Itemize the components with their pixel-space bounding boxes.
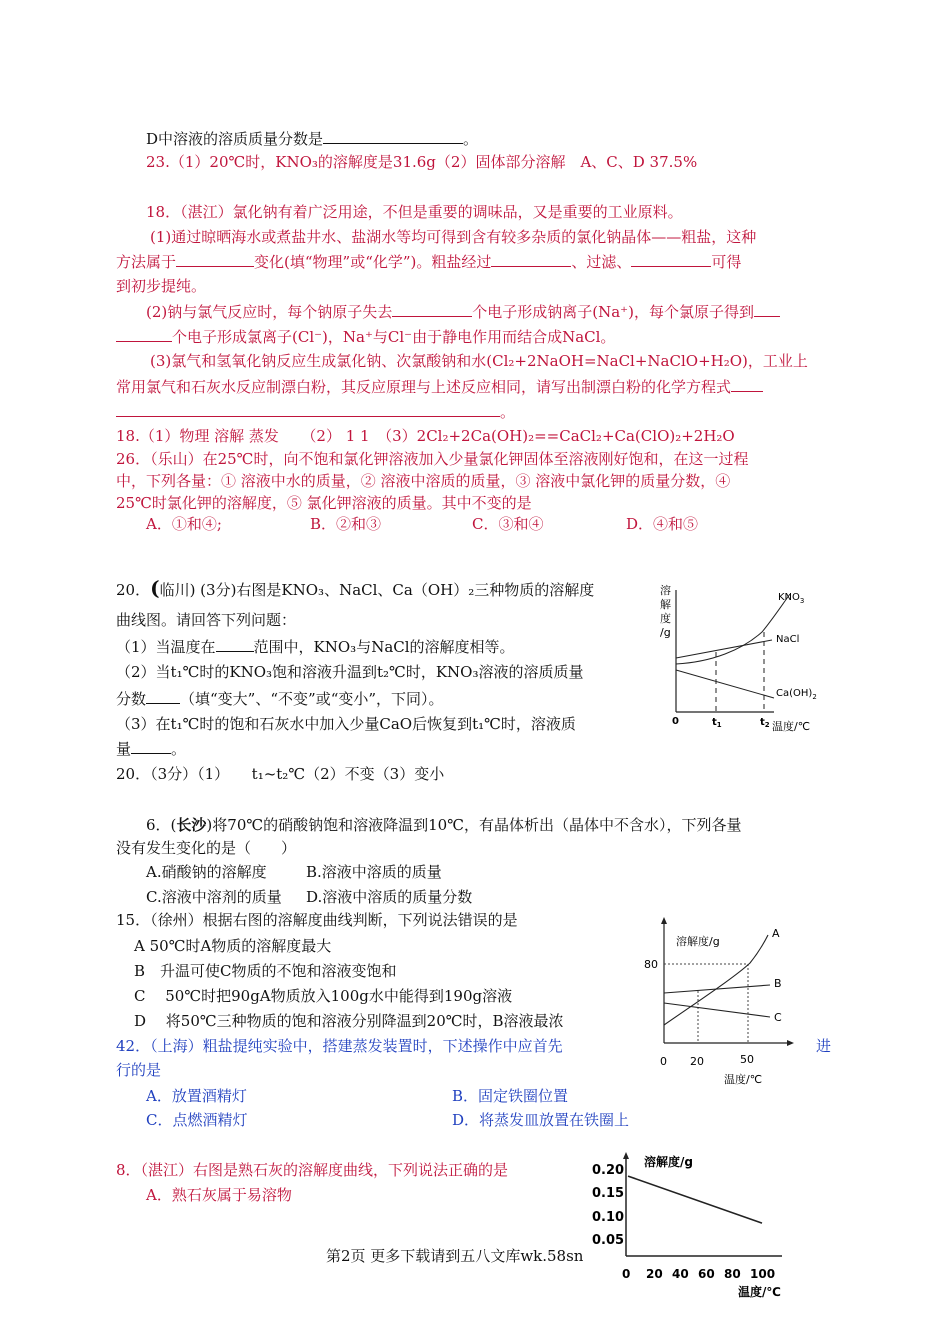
series-b (664, 985, 770, 993)
line-d-solution: D中溶液的溶质质量分数是 。 (146, 130, 479, 148)
q20-line2: 曲线图。请回答下列问题： (116, 611, 297, 629)
solubility-chart-q8 (588, 1150, 788, 1300)
series-a (664, 935, 768, 1025)
y-tick-0.10: 0.10 (592, 1210, 625, 1225)
y-tick-0.05: 0.05 (592, 1233, 625, 1248)
x-tick-0: 0 (672, 716, 679, 727)
q20-line7: 量 。 (116, 740, 187, 758)
q26-option-c[interactable]: C．③和④ (472, 515, 544, 533)
x-tick-100: 100 (750, 1267, 776, 1281)
q6-option-d[interactable]: D.溶液中溶质的质量分数 (306, 888, 473, 906)
x-tick-80: 80 (724, 1267, 741, 1281)
q26-option-a[interactable]: A．①和④; (146, 515, 222, 533)
x-axis-label: 温度/℃ (772, 720, 811, 733)
q26-option-d[interactable]: D．④和⑤ (626, 515, 699, 533)
x-tick-20: 20 (646, 1267, 663, 1281)
blank[interactable] (116, 326, 172, 342)
solubility-chart-q20 (652, 580, 832, 740)
q18-part2-line1: (2)钠与氯气反应时，每个钠原子失去 个电子形成钠离子(Na⁺)，每个氯原子得到 (146, 301, 780, 322)
x-tick-50: 50 (740, 1053, 754, 1066)
solubility-chart-q15 (640, 915, 800, 1090)
q42-line1: 42．（上海）粗盐提纯实验中，搭建蒸发装置时，下述操作中应首先 (116, 1037, 563, 1055)
blank[interactable] (116, 401, 500, 417)
q8-option-a[interactable]: A．熟石灰属于易溶物 (146, 1186, 292, 1204)
label-nacl: NaCl (776, 634, 800, 645)
q15-stem: 15．（徐州）根据右图的溶解度曲线判断，下列说法错误的是 (116, 911, 518, 929)
q6-option-a[interactable]: A.硝酸钠的溶解度 (146, 863, 267, 881)
q15-option-c[interactable]: C 50℃时把90gA物质放入100g水中能得到190g溶液 (134, 987, 513, 1005)
q6-option-c[interactable]: C.溶液中溶剂的质量 (146, 888, 282, 906)
series-c (664, 1003, 770, 1017)
q8-stem: 8．（湛江）右图是熟石灰的溶解度曲线，下列说法正确的是 (116, 1161, 509, 1179)
q15-option-a[interactable]: A 50℃时A物质的溶解度最大 (134, 937, 332, 955)
q42-option-b[interactable]: B．固定铁圈位置 (452, 1087, 569, 1105)
svg-text:解: 解 (660, 598, 671, 611)
y-axis-label: 溶 (660, 584, 671, 597)
series-line (628, 1176, 762, 1223)
q18-part1-line3: 到初步提纯。 (116, 277, 207, 295)
blank[interactable] (731, 376, 763, 392)
q20-line3: （1）当温度在 范围中，KNO₃与NaCl的溶解度相等。 (116, 638, 515, 656)
q18-part3-line1: (3)氯气和氢氧化钠反应生成氯化钠、次氯酸钠和水(Cl₂+2NaOH=NaCl+NaClO+H₂O)，工业上 (150, 352, 808, 370)
page-footer: 第2页 更多下载请到五八文库wk.58sn (326, 1247, 584, 1265)
q6-line1: 6．(长沙)将70℃的硝酸钠饱和溶液降温到10℃，有晶体析出（晶体中不含水），下列各量 (146, 816, 742, 834)
q20-line1: 20．(临川) (3分)右图是KNO₃、NaCl、Ca（OH）₂三种物质的溶解度 (116, 576, 595, 600)
q18-part1-line2: 方法属于 变化(填“物理”或“化学”)。粗盐经过 、过滤、 可得 (116, 253, 742, 271)
blank[interactable] (392, 301, 472, 317)
blank[interactable] (754, 301, 780, 317)
q20-line4: （2）当t₁℃时的KNO₃饱和溶液升温到t₂℃时，KNO₃溶液的溶质质量 (116, 663, 584, 681)
blank[interactable] (323, 128, 463, 144)
q26-option-b[interactable]: B．②和③ (310, 515, 382, 533)
blank[interactable] (631, 251, 711, 267)
x-tick-60: 60 (698, 1267, 715, 1281)
q15-option-d[interactable]: D 将50℃三种物质的饱和溶液分别降温到20℃时，B溶液最浓 (134, 1012, 564, 1030)
svg-text:/g: /g (660, 626, 671, 639)
x-tick-20: 20 (690, 1055, 704, 1068)
blank[interactable] (491, 251, 571, 267)
q18-part3-line3: 。 (116, 401, 515, 422)
label-b: B (774, 977, 782, 990)
q6-option-b[interactable]: B.溶液中溶质的质量 (306, 863, 442, 881)
series-caoh2 (676, 670, 774, 698)
label-kno3: $KNO_3$ (778, 592, 805, 605)
y-tick-80: 80 (644, 958, 658, 971)
x-tick-t1: $t_1$ (712, 717, 722, 729)
answer-18: 18.（1）物理 溶解 蒸发 （2） 1 1 （3）2Cl₂+2Ca(OH)₂==CaCl₂+Ca(ClO)₂+2H₂O (116, 427, 735, 445)
q15-option-b[interactable]: B 升温可使C物质的不饱和溶液变饱和 (134, 962, 397, 980)
q26-line3: 25℃时氯化钾的溶解度，⑤ 氯化钾溶液的质量。其中不变的是 (116, 494, 532, 512)
label-caoh2: $Ca(OH)_2$ (776, 688, 817, 701)
x-axis-label: 温度/℃ (738, 1285, 781, 1299)
q42-line2: 行的是 (116, 1061, 162, 1079)
q20-line5: 分数 （填“变大”、“不变”或“变小”，下同）。 (116, 690, 444, 708)
x-tick-0: 0 (622, 1267, 631, 1281)
q26-line2: 中，下列各量：① 溶液中水的质量，② 溶液中溶质的质量，③ 溶液中氯化钾的质量分数，④ (116, 472, 731, 490)
q18-title: 18．（湛江）氯化钠有着广泛用途，不但是重要的调味品，又是重要的工业原料。 (146, 203, 683, 221)
q6-line2: 没有发生变化的是（ ） (116, 839, 297, 857)
q42-option-a[interactable]: A．放置酒精灯 (146, 1087, 247, 1105)
blank[interactable] (146, 688, 180, 704)
answer-20: 20．（3分）（1） t₁~t₂℃（2）不变（3）变小 (116, 765, 445, 783)
q20-line6: （3）在t₁℃时的饱和石灰水中加入少量CaO后恢复到t₁℃时，溶液质 (116, 715, 576, 733)
q18-part3-line2: 常用氯气和石灰水反应制漂白粉，其反应原理与上述反应相同，请写出制漂白粉的化学方程式 (116, 376, 763, 397)
blank[interactable] (176, 251, 254, 267)
series-kno3 (676, 594, 790, 664)
y-tick-0.20: 0.20 (592, 1163, 625, 1178)
series-nacl (676, 640, 772, 658)
q42-option-c[interactable]: C．点燃酒精灯 (146, 1111, 248, 1129)
blank[interactable] (131, 738, 171, 754)
y-axis-label: 溶解度/g (644, 1155, 693, 1169)
x-tick-40: 40 (672, 1267, 689, 1281)
x-tick-0: 0 (660, 1055, 667, 1068)
answer-23: 23.（1）20℃时，KNO₃的溶解度是31.6g（2）固体部分溶解 A、C、D 37.5% (146, 153, 698, 171)
x-tick-t2: $t_2$ (760, 717, 770, 729)
blank[interactable] (216, 636, 254, 652)
q42-option-d[interactable]: D．将蒸发皿放置在铁圈上 (452, 1111, 630, 1129)
label-c: C (774, 1011, 782, 1024)
label-a: A (772, 927, 780, 940)
y-axis-label: 溶解度/g (676, 935, 720, 948)
y-tick-0.15: 0.15 (592, 1186, 625, 1201)
q18-part2-line2: 个电子形成氯离子(Cl⁻)，Na⁺与Cl⁻由于静电作用而结合成NaCl。 (116, 326, 615, 347)
q26-line1: 26．（乐山）在25℃时，向不饱和氯化钾溶液加入少量氯化钾固体至溶液刚好饱和，在这一过程 (116, 450, 749, 468)
x-axis-label: 温度/℃ (724, 1073, 763, 1086)
svg-text:度: 度 (660, 612, 671, 625)
q42-line1-end: 进 (816, 1037, 832, 1055)
q18-part1-line1: (1)通过晾晒海水或煮盐井水、盐湖水等均可得到含有较多杂质的氯化钠晶体——粗盐，这种 (150, 228, 757, 246)
